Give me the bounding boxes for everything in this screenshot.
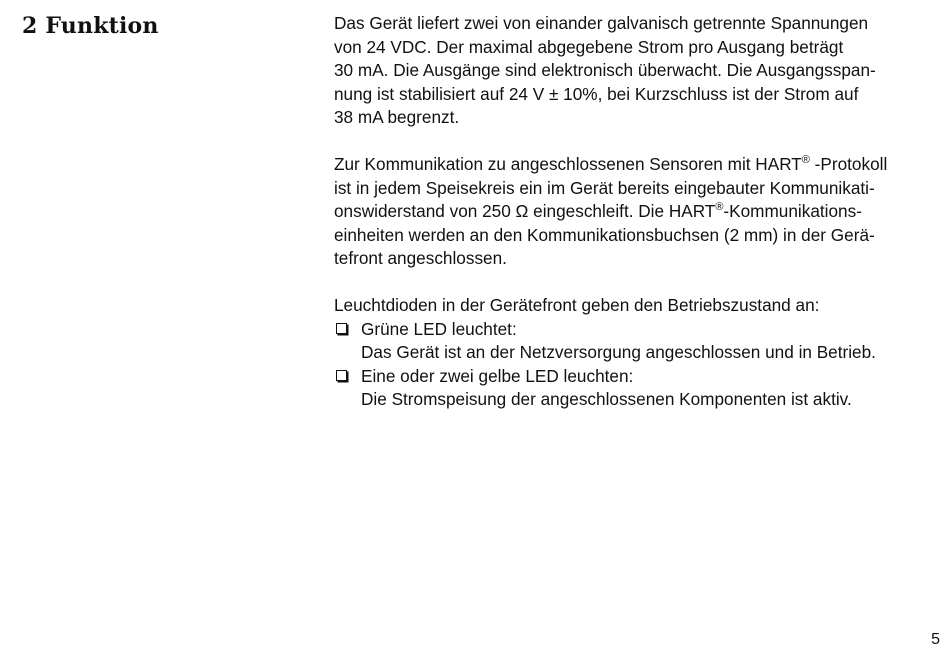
list-item-description: Das Gerät ist an der Netzversorgung angeschlossen und in Betrieb. — [361, 342, 876, 362]
checkbox-bullet-icon — [336, 370, 347, 381]
text-fragment: -Protokoll — [809, 154, 888, 174]
text-fragment: -Kommunikations- — [723, 201, 862, 221]
registered-trademark-symbol: ® — [715, 201, 724, 213]
text-line: tefront angeschlossen. — [334, 248, 507, 268]
led-status-list — [334, 318, 934, 412]
list-item-description: Die Stromspeisung der angeschlossenen Komponenten ist aktiv. — [361, 389, 852, 409]
text-line: Leuchtdioden in der Gerätefront geben den Betriebszustand an: — [334, 295, 820, 315]
text-line — [334, 153, 934, 177]
list-item — [334, 365, 934, 412]
list-item — [334, 318, 934, 365]
list-item-label: Grüne LED leuchtet: — [361, 318, 517, 339]
text-fragment: Zur Kommunikation zu angeschlossenen Sensoren mit HART — [334, 154, 802, 174]
list-item-label: Eine oder zwei gelbe LED leuchten: — [361, 365, 634, 386]
text-line: ist in jedem Speisekreis ein im Gerät bereits eingebauter Kommunikati- — [334, 177, 875, 198]
text-line: nung ist stabilisiert auf 24 V ± 10%, bei Kurzschluss ist der Strom auf — [334, 83, 859, 104]
text-line: 38 mA begrenzt. — [334, 107, 460, 127]
text-line: von 24 VDC. Der maximal abgegebene Strom pro Ausgang beträgt — [334, 36, 844, 57]
registered-trademark-symbol: ® — [801, 154, 810, 166]
text-fragment: onswiderstand von 250 Ω eingeschleift. Die HART — [334, 201, 716, 221]
text-line: Das Gerät liefert zwei von einander galvanisch getrennte Spannungen — [334, 13, 869, 33]
section-title: 2 Funktion — [22, 13, 159, 39]
paragraph-hart-communication — [334, 153, 934, 271]
paragraph-supply-voltage — [334, 12, 934, 130]
section-body — [334, 12, 934, 435]
text-line — [334, 200, 934, 224]
checkbox-bullet-icon — [336, 323, 347, 334]
text-line: 30 mA. Die Ausgänge sind elektronisch überwacht. Die Ausgangsspan- — [334, 60, 876, 80]
text-line: einheiten werden an den Kommunikationsbuchsen (2 mm) in der Gerä- — [334, 224, 875, 245]
paragraph-led-status — [334, 294, 934, 412]
page-number: 5 — [931, 631, 940, 648]
